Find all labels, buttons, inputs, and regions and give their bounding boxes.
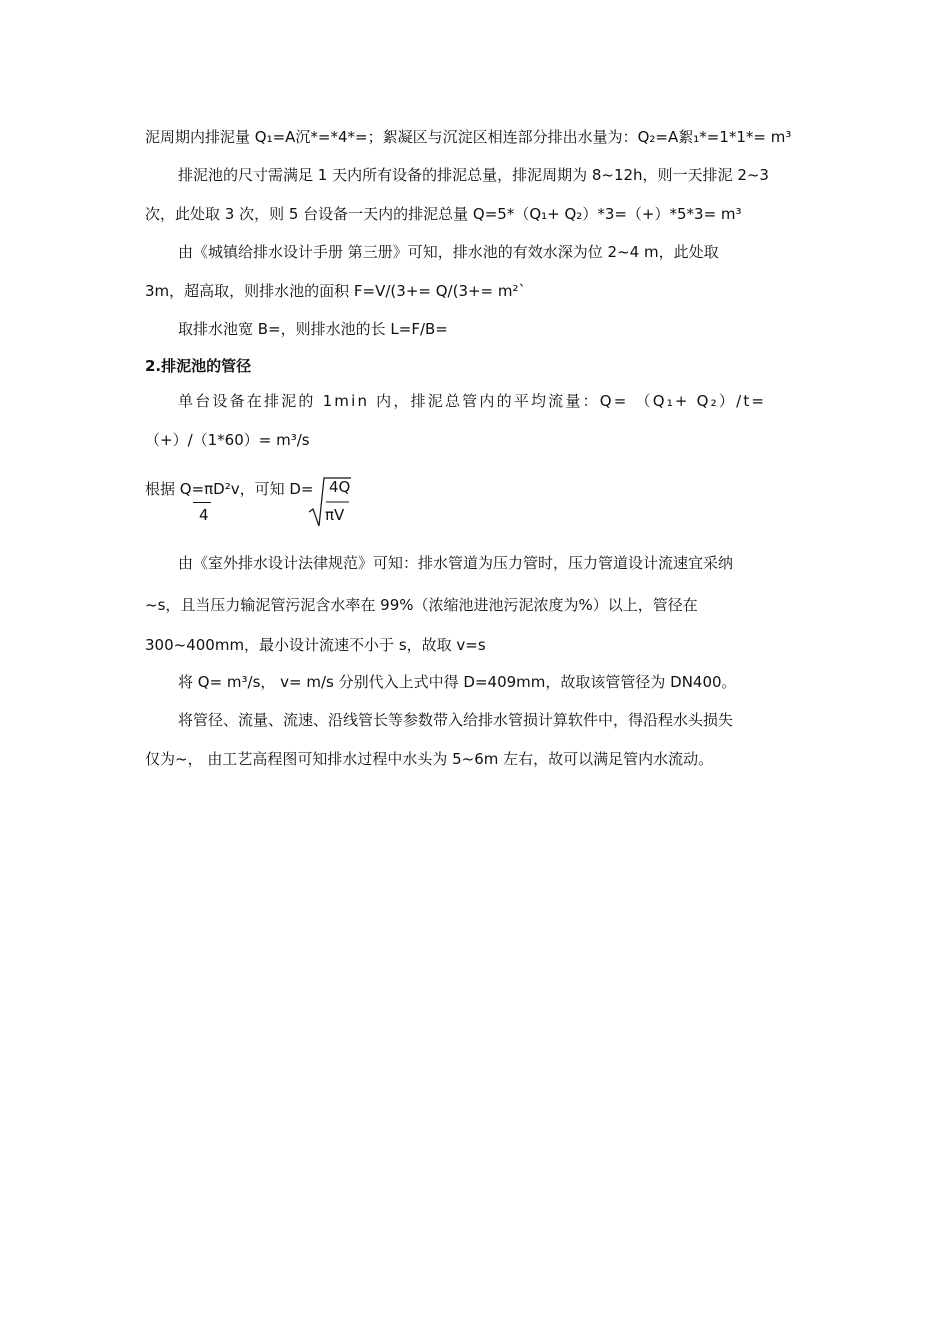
paragraph-line-daily-total: 次，此处取 3 次，则 5 台设备一天内的排泥总量 Q=5*（Q₁+ Q₂）*3=（+）*5*3= m³ [145, 205, 742, 223]
sqrt-denominator: πV [325, 506, 345, 524]
paragraph-line-min-velocity: 300~400mm，最小设计流速不小于 s，故取 v=s [145, 636, 486, 654]
sqrt-numerator: 4Q [329, 478, 351, 496]
section-heading-pipe-diameter: 2.排泥池的管径 [145, 357, 252, 375]
formula-text: 根据 Q=πD²v，可知 D= [145, 480, 314, 498]
paragraph-line-average-flow: 单台设备在排泥的 1min 内，排泥总管内的平均流量：Q= （Q₁+ Q₂）/t= [178, 392, 767, 410]
paragraph-line-water-depth: 由《城镇给排水设计手册 第三册》可知，排水池的有效水深为位 2~4 m，此处取 [178, 243, 719, 261]
paragraph-line-flow-result: （+）/（1*60）= m³/s [145, 431, 310, 449]
paragraph-line-pool-size: 排泥池的尺寸需满足 1 天内所有设备的排泥总量，排泥周期为 8~12h，则一天排泥 2~3 [178, 166, 769, 184]
paragraph-line-head-loss: 仅为~， 由工艺高程图可知排水过程中水头为 5~6m 左右，故可以满足管内水流动。 [145, 750, 714, 768]
paragraph-line-substitution: 将 Q= m³/s， v= m/s 分别代入上式中得 D=409mm，故取该管管径为 DN400。 [178, 673, 737, 691]
paragraph-line-pool-area: 3m，超高取，则排水池的面积 F=V/(3+= Q/(3+= m²` [145, 282, 527, 300]
paragraph-line-pool-width: 取排水池宽 B=，则排水池的长 L=F/B= [178, 320, 448, 338]
paragraph-line-moisture: ~s，且当压力输泥管污泥含水率在 99%（浓缩池进池污泥浓度为%）以上，管径在 [145, 596, 698, 614]
formula-denominator: 4 [199, 506, 209, 524]
paragraph-line-software: 将管径、流量、流速、沿线管长等参数带入给排水管损计算软件中，得沿程水头损失 [178, 711, 734, 729]
paragraph-line-sludge-period: 泥周期内排泥量 Q₁=A沉*=*4*=；絮凝区与沉淀区相连部分排出水量为：Q₂=A絮₁*=1*1*= m³ [145, 128, 792, 146]
paragraph-line-code-reference: 由《室外排水设计法律规范》可知：排水管道为压力管时，压力管道设计流速宜采纳 [178, 554, 734, 572]
sqrt-expression [145, 474, 405, 530]
